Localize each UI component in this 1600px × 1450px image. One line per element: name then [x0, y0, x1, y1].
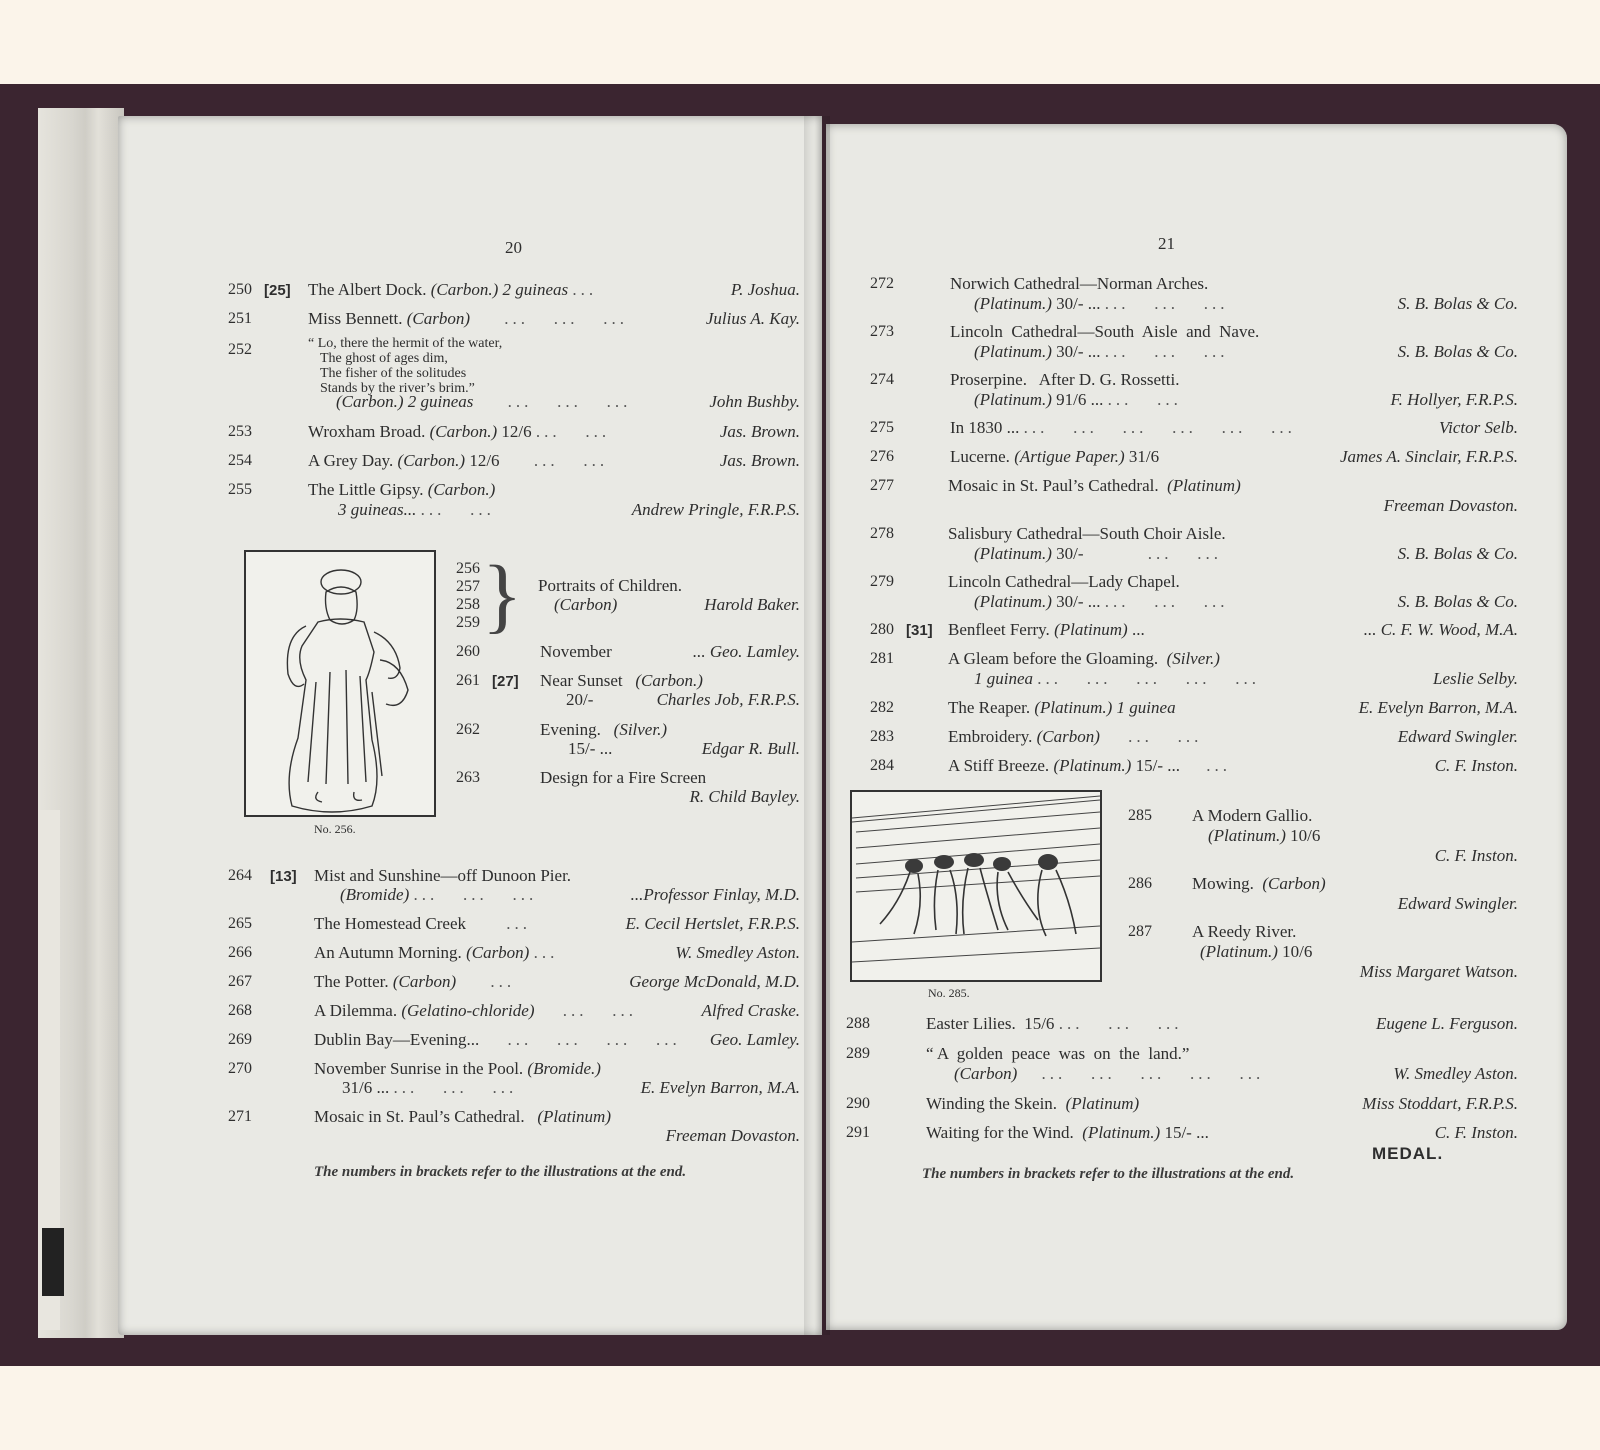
page-number: 21: [1158, 234, 1175, 253]
illustration-caption: No. 256.: [314, 822, 356, 836]
illustration-child-portrait: [244, 550, 436, 817]
page-footer-note: The numbers in brackets refer to the illustrations at the end.: [922, 1166, 1295, 1182]
illustration-caption: No. 285.: [928, 986, 970, 1000]
poem-quote: “ Lo, there the hermit of the water, The ghost of ages dim, The fisher of the solitudes Stands by the river’s brim.”: [308, 336, 503, 396]
page-number: 20: [505, 238, 522, 257]
book-gutter: [804, 116, 830, 1335]
page-footer-note: The numbers in brackets refer to the illustrations at the end.: [314, 1164, 687, 1180]
entry-256-259-numbers: 256 257 258 259: [456, 560, 480, 631]
brace-symbol: }: [482, 549, 523, 642]
illustration-modern-gallio: [850, 790, 1102, 982]
index-tab: [42, 1228, 64, 1296]
entry-252: 252 “ Lo, there the hermit of the water, The ghost of ages dim, The fisher of the solitudes Stands by the river’s brim.”: [228, 336, 503, 396]
child-portrait-drawing: [246, 552, 434, 815]
medal-stamp: MEDAL.: [1372, 1144, 1444, 1163]
right-page: 21 272 Norwich Cathedral—Norman Arches. (Platinum.) 30/- ... ... ... ... S. B. Bolas & Co. 273 Lincoln Cathedral—South Aisle and Nave. (Platinum.) 30/- ... ... ... ... S. B. Bolas & Co. 274 Proserpine. After D. G. Rossetti. (Platinum.) 91/6 ... ... ... F. Hollyer, F.R.P.S. 275 In 1830 ... ... ... ... ... ... ... Victor Selb. 276 Lucerne. (Artigue Paper.) 31/6 James A. Sinclair, F.R.P.S. 277 Mosaic in St. Paul’s Cathedral. (Platinum) Freeman Dovaston. 278 Salisbury Cathedral—South Choir Aisle. (Platinum.) 30/- ... ... S. B. Bolas & Co. 279 Lincoln Cathedral—Lady Chapel. (Platinum.) 30/- ... ... ... ... S. B. Bolas & Co. 280 [31] Benfleet Ferry. (Platinum) ... ... C. F. W. Wood, M.A. 281 A Gleam before the Gloaming. (Silver.) 1 guinea ... ... ... ... ... Leslie Selby. 282 The Reaper. (Platinum.) 1 guinea E. Evelyn Barron, M.A. 283 Embroidery. (Carbon) ... ... Edward Swingler. 284 A Stiff Breeze. (Platinum.) 15/- ... ... C. F. Inston. No. 285. 285 A Modern Gallio. (Platinum.) 10/6 C. F. Inston. 286 Mowing. (Carbon) Edward Swingler. 287 A Reedy River. (Platinum.) 10/6 Miss Margaret Watson. 288 Easter Lilies. 15/6 ... ... ... Eugene L. Ferguson. 289 “ A golden peace was on the land.” (Carbon) ... ... ... ... ... W. Smedley Aston. 290 Winding the Skein. (Platinum) Miss Stoddart, F.R.P.S. 291 Waiting for the Wind. (Platinum.) 15/- ... C. F. Inston. MEDAL. The numbers in brackets refer to the illustrations at the end.: [826, 124, 1567, 1330]
men-on-bench-drawing: [852, 792, 1100, 980]
left-page: 20 250 [25] The Albert Dock. (Carbon.) 2 guineas ... P. Joshua. 251 Miss Bennett. (Carbon) ... ... ... Julius A. Kay. 252 “ Lo, there the hermit of the water, The ghost of ages dim, The fisher of the solitudes Stands by the river’s brim.” (Carbon.) 2 guineas ... ... ... John Bushby. 253 Wroxham Broad. (Carbon.) 12/6 ... ... Jas. Brown. 254 A Grey Day. (Carbon.) 12/6 ... ... Jas. Brown. 255 The Little Gipsy. (Carbon.) 3 guineas... ... ... Andrew Pringle, F.R.P.S. No. 256. 256 257 258 259 } Portraits of Children. (Carbon) Harold Baker. 260 November ... Geo. Lamley. 261 [27] Near Sunset (Carbon.) 20/- Charles Job, F.R.P.S. 262 Evening. (Silver.) 15/- ... Edgar R. Bull. 263 Design for a Fire Screen R. Child Bayley. 264 [13] Mist and Sunshine—off Dunoon Pier. (Bromide) ... ... ... ...Professor Finlay, M.D. 265 The Homestead Creek ... E. Cecil Hertslet, F.R.P.S. 266 An Autumn Morning. (Carbon) ... W. Smedley Aston. 267 The Potter. (Carbon) ... George McDonald, M.D. 268 A Dilemma. (Gelatino-chloride) ... ... Alfred Craske. 269 Dublin Bay—Evening... ... ... ... ... Geo. Lamley. 270 November Sunrise in the Pool. (Bromide.) 31/6 ... ... ... ... E. Evelyn Barron, M.A. 271 Mosaic in St. Paul’s Cathedral. (Platinum) Freeman Dovaston. The numbers in brackets refer to the illustrations at the end.: [118, 116, 822, 1335]
